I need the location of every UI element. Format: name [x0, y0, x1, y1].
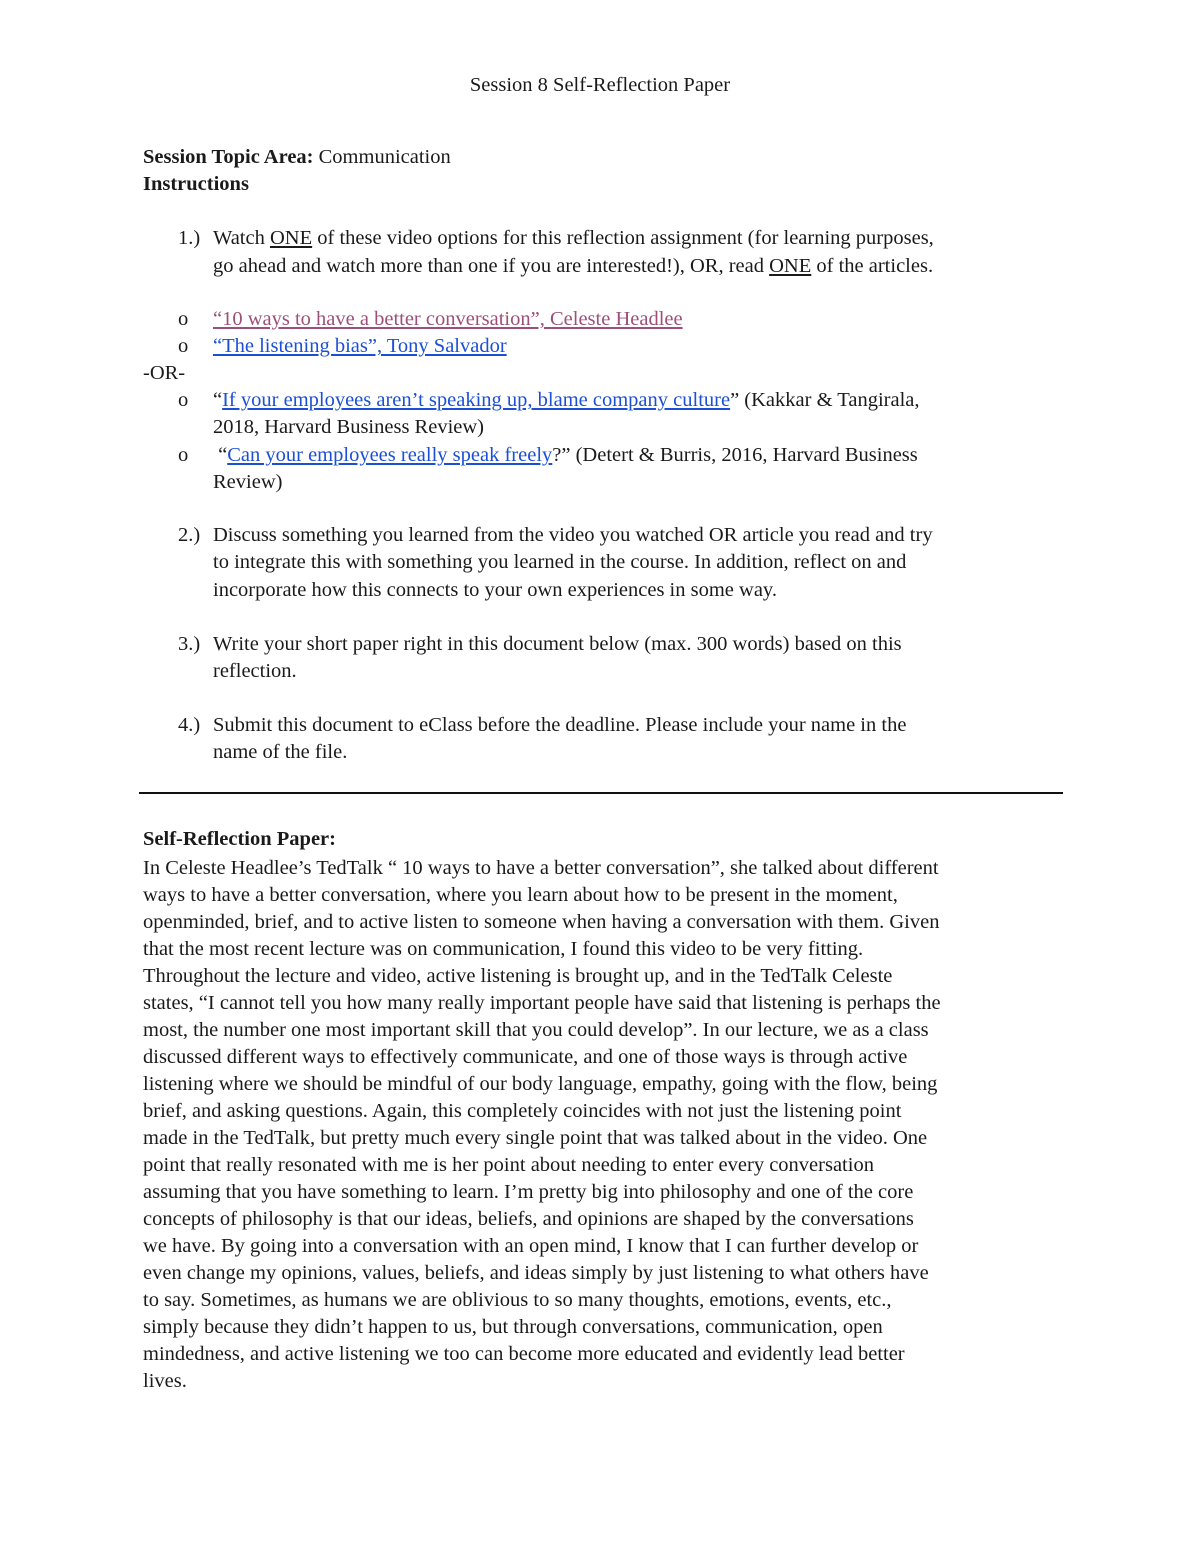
essay-line: assuming that you have something to learn. I’m pretty big into philosophy and one of the core	[143, 1181, 914, 1203]
article-1-line-1: “If your employees aren’t speaking up, blame company culture” (Kakkar & Tangirala,	[213, 389, 920, 411]
video-link-celeste-headlee[interactable]: “10 ways to have a better conversation”, Celeste Headlee	[213, 308, 683, 330]
essay-line: Throughout the lecture and video, active listening is brought up, and in the TedTalk Celeste	[143, 965, 893, 987]
essay-line: openminded, brief, and to active listen to someone when having a conversation with them. Given	[143, 911, 940, 933]
essay-heading: Self-Reflection Paper:	[143, 828, 336, 850]
step-2-line-2: to integrate this with something you learned in the course. In addition, reflect on and	[213, 551, 907, 573]
bullet: o	[178, 335, 189, 357]
emphasis-one: ONE	[269, 227, 313, 249]
step-4-line-1: Submit this document to eClass before the deadline. Please include your name in the	[213, 714, 907, 736]
essay-line: made in the TedTalk, but pretty much every single point that was talked about in the video. One	[143, 1127, 928, 1149]
essay-line: simply because they didn’t happen to us, but through conversations, communication, open	[143, 1316, 883, 1338]
bullet: o	[178, 444, 189, 466]
essay-body	[143, 855, 1068, 1395]
step-3-number: 3.)	[178, 633, 201, 655]
essay-line: most, the number one most important skill that you could develop”. In our lecture, we as a class	[143, 1019, 929, 1041]
step-1-number: 1.)	[178, 227, 201, 249]
essay-line: brief, and asking questions. Again, this completely coincides with not just the listening point	[143, 1100, 902, 1122]
essay-line: point that really resonated with me is her point about needing to enter every conversation	[143, 1154, 874, 1176]
step-4-number: 4.)	[178, 714, 201, 736]
step-1-line-2: go ahead and watch more than one if you are interested!), OR, read ONE of the articles.	[213, 255, 934, 277]
topic-label: Session Topic Area:	[143, 146, 314, 168]
essay-line: we have. By going into a conversation with an open mind, I know that I can further develop or	[143, 1235, 919, 1257]
essay-line: ways to have a better conversation, where you learn about how to be present in the moment,	[143, 884, 898, 906]
step-3-line-2: reflection.	[213, 660, 297, 682]
article-2-line-2: Review)	[213, 471, 283, 493]
instructions-heading: Instructions	[143, 173, 249, 195]
step-2-line-1: Discuss something you learned from the video you watched OR article you read and try	[213, 524, 933, 546]
article-2-line-1: “Can your employees really speak freely?” (Detert & Burris, 2016, Harvard Business	[213, 444, 918, 466]
essay-line: In Celeste Headlee’s TedTalk “ 10 ways to have a better conversation”, she talked about different	[143, 857, 939, 879]
article-link-speak-freely[interactable]: Can your employees really speak freely	[227, 444, 553, 466]
or-separator: -OR-	[143, 362, 186, 384]
document-title: Session 8 Self-Reflection Paper	[469, 74, 731, 96]
bullet: o	[178, 308, 189, 330]
step-3-line-1: Write your short paper right in this document below (max. 300 words) based on this	[213, 633, 902, 655]
emphasis-one: ONE	[769, 255, 812, 277]
step-2-line-3: incorporate how this connects to your own experiences in some way.	[213, 579, 777, 601]
topic-value: Communication	[318, 146, 451, 168]
step-4-line-2: name of the file.	[213, 741, 348, 763]
bullet: o	[178, 389, 189, 411]
video-link-tony-salvador[interactable]: “The listening bias”, Tony Salvador	[213, 335, 507, 357]
topic-line	[143, 144, 451, 170]
essay-line: concepts of philosophy is that our ideas, beliefs, and opinions are shaped by the conversations	[143, 1208, 914, 1230]
essay-line: mindedness, and active listening we too can become more educated and evidently lead better	[143, 1343, 905, 1365]
horizontal-divider	[139, 792, 1063, 794]
step-1-line-1: Watch ONE of these video options for this reflection assignment (for learning purposes,	[213, 227, 934, 249]
step-2-number: 2.)	[178, 524, 201, 546]
essay-line: discussed different ways to effectively communicate, and one of those ways is through active	[143, 1046, 908, 1068]
essay-line: that the most recent lecture was on communication, I found this video to be very fitting.	[143, 938, 864, 960]
essay-line: to say. Sometimes, as humans we are oblivious to so many thoughts, emotions, events, etc.,	[143, 1289, 892, 1311]
essay-line: listening where we should be mindful of our body language, empathy, going with the flow, being	[143, 1073, 938, 1095]
essay-line: lives.	[143, 1370, 187, 1392]
article-1-line-2: 2018, Harvard Business Review)	[213, 416, 485, 438]
essay-line: even change my opinions, values, beliefs, and ideas simply by just listening to what others have	[143, 1262, 929, 1284]
article-link-company-culture[interactable]: If your employees aren’t speaking up, blame company culture	[222, 389, 731, 411]
essay-line: states, “I cannot tell you how many really important people have said that listening is perhaps the	[143, 992, 941, 1014]
